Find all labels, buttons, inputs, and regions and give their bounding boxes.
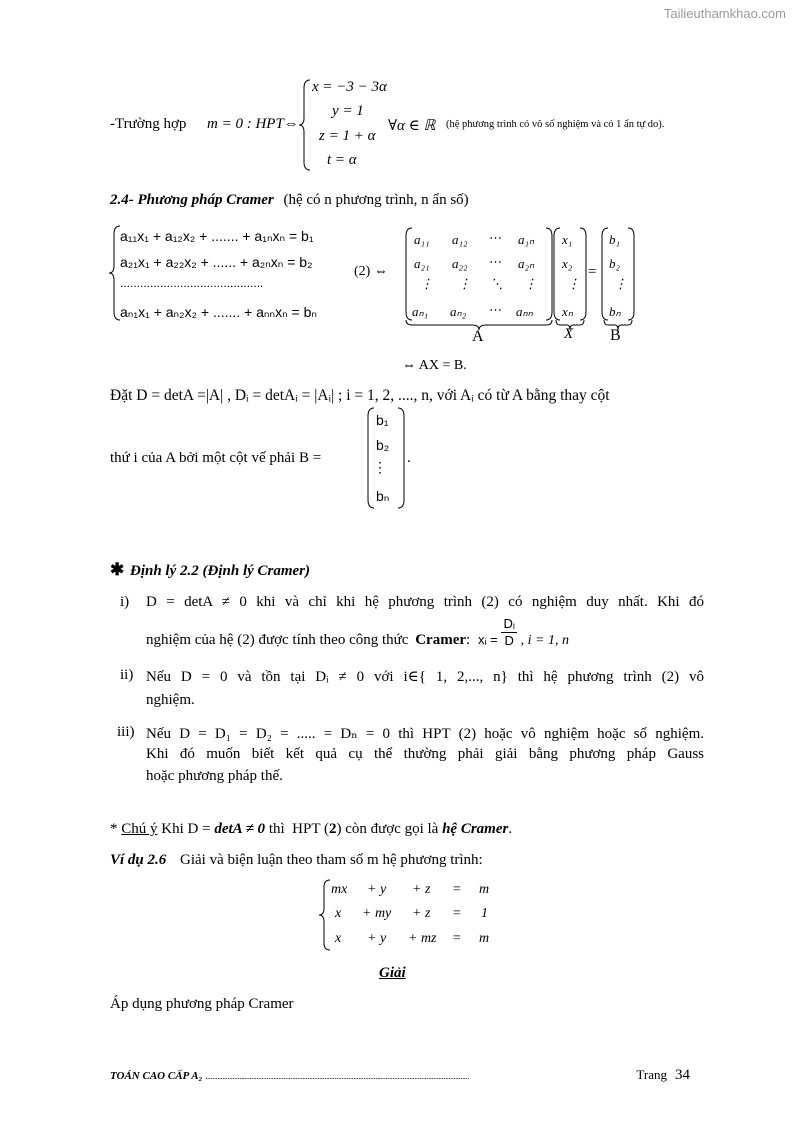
page-number: 34 [675,1067,690,1083]
example-cell: x [335,906,342,921]
matrix-a-cell: a₂₁ [414,256,430,271]
case-note: (hệ phương trình có vô số nghiệm và có 1 ẩn tự do). [446,119,665,130]
left-paren-icon [366,406,376,510]
right-paren-icon [396,406,406,510]
footer-page-label: Trang [636,1067,667,1082]
case-eq-4: t = α [327,152,357,168]
note-text-4: . [508,821,513,837]
define-period: . [407,450,411,466]
example-cell: + z [412,906,431,921]
theorem-title: Định lý 2.2 (Định lý Cramer) [130,563,311,579]
column-b-cell: ⋮ [373,461,387,476]
vector-b-cell: bₙ [609,304,621,319]
theorem-ii-label: ii) [120,667,134,683]
case-prefix: -Trường hợp [110,116,187,132]
right-paren-icon [626,226,636,322]
matrix-a-cell: aₙ₂ [450,304,467,319]
matrix-a-cell: a₁₁ [414,232,430,247]
vector-b-cell: ⋮ [614,276,627,291]
matrix-a-cell: aₙₙ [516,304,533,319]
example-cell: mx [331,882,348,897]
column-b-cell: b₂ [376,437,390,453]
vector-x-cell: ⋮ [567,276,580,291]
matrix-a-cell: ⋮ [524,276,537,291]
matrix-a-cell: a₁ₙ [518,232,535,247]
matrix-a-cell: ⋯ [488,302,501,317]
matrix-a-cell: ⋱ [490,276,503,291]
label-x: X [564,326,574,342]
footer-dots: ........................................................................................................................................................... [205,1072,469,1081]
solution-title: Giải [379,965,406,981]
fraction-denominator: D [504,633,514,648]
system-row-2: a₂₁x₁ + a₂₂x₂ + ...... + a₂ₙxₙ = b₂ [120,254,313,270]
note [110,821,512,838]
theorem-heading [110,560,310,580]
matrix-a-cell: ⋮ [420,276,433,291]
theorem-i-label: i) [120,594,130,610]
vector-x-cell: xₙ [562,304,573,319]
theorem-iii-line-3: hoặc phương pháp thế. [146,768,283,784]
theorem-iii-line-1: Nếu D = D₁ = D₂ = ..... = Dₙ = 0 thì HPT (2) hoặc vô nghiệm hoặc số nghiệm. [146,726,704,742]
example-text: Giải và biện luận theo tham số m hệ phương trình: [180,852,483,868]
note-bold-1: detA ≠ 0 [214,821,266,837]
vector-b-cell: b₂ [609,256,621,271]
define-line-1: Đặt D = detA =|A| , Dᵢ = detAᵢ = |Aᵢ| ; i = 1, 2, ...., n, với Aᵢ có từ A bằng thay cột [110,387,610,404]
matrix-a-cell: aₙ₁ [412,304,429,319]
vector-x-cell: x₁ [562,232,573,247]
star-icon: ✱ [110,560,125,579]
example-cell: + y [367,882,387,897]
note-label: Chú ý [121,821,158,837]
theorem-i-lhs: xᵢ = [477,631,498,647]
theorem-i-line-2: nghiệm của hệ (2) được tính theo công thức Cramer: xᵢ = $\frac{\text{Dᵢ}}{D}$ , i = 1, n [146,616,569,648]
example-cell: = [452,882,462,897]
column-b-cell: bₙ [376,488,390,504]
fraction-numerator: Dᵢ [503,616,515,631]
section-heading [110,192,469,209]
system-row-3: ........................................... [120,276,264,290]
note-text-2: thì HPT ( [265,821,329,837]
equivalence: ⇔ AX = B. [402,358,467,373]
cramer-fraction [501,616,516,649]
example-cell: 1 [481,906,488,921]
note-bold-2: 2 [328,821,337,837]
case-eq-1: x = −3 − 3α [312,79,387,95]
note-text-3: ) còn được gọi là [336,821,443,837]
example-cell: = [452,906,462,921]
theorem-ii-line-2: nghiệm. [146,692,195,708]
system-label: (2) ⇔ [354,264,388,279]
right-paren-icon [578,226,588,322]
system-row-1: a₁₁x₁ + a₁₂x₂ + ....... + a₁ₙxₙ = b₁ [120,228,314,244]
example-heading [110,852,483,869]
matrix-a-cell: ⋯ [488,230,501,245]
equals-sign: = [588,264,597,280]
theorem-i-cramer: Cramer [415,631,467,648]
theorem-iii-label: iii) [117,724,135,740]
system-row-4: aₙ₁x₁ + aₙ₂x₂ + ....... + aₙₙxₙ = bₙ [120,304,317,320]
watermark: Tailieuthamkhao.com [663,6,786,21]
theorem-iii-line-2: Khi đó muốn biết kết quả cụ thể thường phải giải bằng phương pháp Gauss [146,746,704,762]
matrix-a-cell: a₁₂ [452,232,468,247]
example-cell: m [479,882,490,897]
vector-x-cell: x₂ [562,256,573,271]
example-label: Ví dụ 2.6 [110,852,167,868]
theorem-i-rhs: , i = 1, n [520,632,569,648]
case-eq-3: z = 1 + α [319,128,376,144]
define-line-2: thứ i của A bởi một cột vế phải B = [110,450,322,466]
example-cell: + my [362,906,392,921]
apply-text: Áp dụng phương pháp Cramer [110,996,294,1012]
example-cell: + mz [408,931,437,946]
example-cell: = [452,931,462,946]
note-bold-3: hệ Cramer [442,821,509,837]
left-brace-icon [298,78,312,172]
matrix-a-cell: ⋮ [458,276,471,291]
column-b-cell: b₁ [376,412,389,428]
case-forall: ∀α ∈ ℝ [388,118,436,134]
theorem-ii-line-1: Nếu D = 0 và tồn tại Dᵢ ≠ 0 với i∈{ 1, 2,..., n} thì hệ phương trình (2) vô [146,669,704,685]
case-eq-2: y = 1 [332,103,364,119]
example-cell: m [479,931,490,946]
vector-b-cell: b₁ [609,232,621,247]
left-paren-icon [552,226,562,322]
left-brace-icon [318,878,332,952]
example-cell: x [335,931,342,946]
note-prefix: * [110,821,118,837]
footer [110,1067,690,1084]
theorem-i-line-1: D = detA ≠ 0 khi và chỉ khi hệ phương trình (2) có nghiệm duy nhất. Khi đó [146,594,704,610]
note-text-1: Khi D = [157,821,215,837]
label-b: B [610,327,621,344]
label-a: A [472,328,484,345]
footer-book: TOÁN CAO CẤP A₂ [110,1070,203,1082]
matrix-a-cell: a₂ₙ [518,256,535,271]
case-condition: m = 0 : HPT⇔ [207,116,299,132]
matrix-a-cell: ⋯ [488,254,501,269]
example-cell: + z [412,882,431,897]
theorem-i-text: nghiệm của hệ (2) được tính theo công thức [146,631,409,648]
example-cell: + y [367,931,387,946]
section-title: 2.4- Phương pháp Cramer [110,192,274,208]
section-subtitle: (hệ có n phương trình, n ẩn số) [283,192,469,208]
matrix-a-cell: a₂₂ [452,256,468,271]
